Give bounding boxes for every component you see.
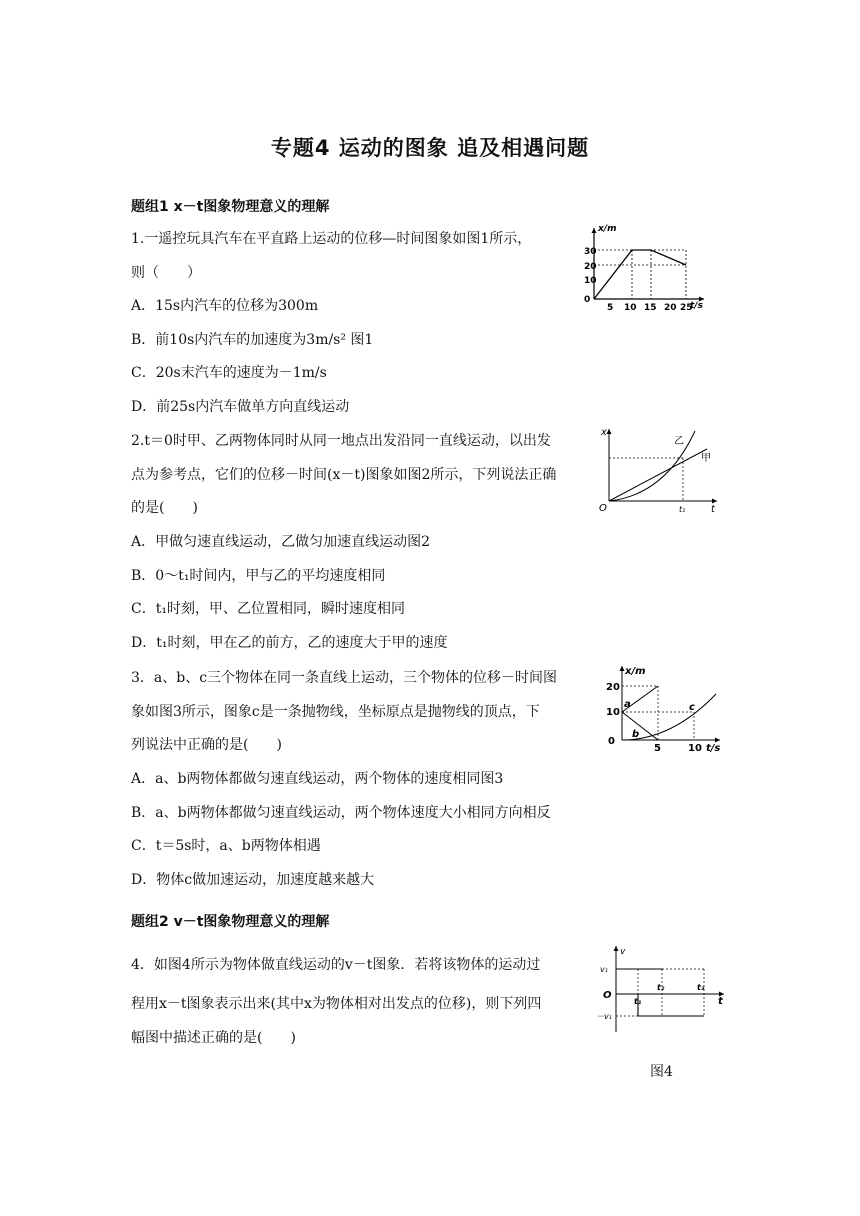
- fig1-tick-x-10: 10: [624, 303, 637, 313]
- fig4-t2-label: t₂: [657, 983, 665, 992]
- fig1-tick-x-25: 25: [680, 303, 693, 313]
- fig1-tick-x-15: 15: [644, 303, 657, 313]
- q3-option-d: D．物体c做加速运动，加速度越来越大: [131, 872, 375, 888]
- figure-3-xt-graph: [602, 662, 726, 754]
- q2-option-d: D．t₁时刻，甲在乙的前方，乙的速度大于甲的速度: [131, 635, 448, 651]
- fig3-y-axis-label: x/m: [625, 666, 646, 677]
- q3-option-b: B．a、b两物体都做匀速直线运动，两个物体速度大小相同方向相反: [131, 805, 551, 821]
- q3-stem-line-1: 3．a、b、c三个物体在同一条直线上运动，三个物体的位移－时间图: [131, 670, 558, 686]
- fig2-origin-label: O: [599, 503, 607, 514]
- fig4-origin-label: O: [603, 990, 612, 1001]
- fig1-tick-y-20: 20: [584, 262, 597, 272]
- fig1-tick-x-20: 20: [664, 303, 677, 313]
- q3-stem-line-3: 列说法中正确的是( ): [131, 737, 282, 753]
- fig3-label-b: b: [632, 729, 640, 740]
- q1-option-a: A．15s内汽车的位移为300m: [131, 298, 319, 314]
- fig1-tick-x-5: 5: [607, 303, 614, 313]
- fig4-x-axis-label: t: [718, 996, 723, 1007]
- q1-stem-line-2: 则（ ）: [131, 265, 201, 281]
- fig3-label-a: a: [624, 699, 631, 710]
- fig1-tick-y-30: 30: [584, 247, 597, 257]
- q4-stem-line-1: 4．如图4所示为物体做直线运动的v－t图象．若将该物体的运动过: [131, 957, 541, 973]
- fig1-y-axis-label: x/m: [598, 224, 617, 234]
- q2-stem-line-1: 2.t＝0时甲、乙两物体同时从同一地点出发沿同一直线运动，以出发: [131, 433, 551, 449]
- fig2-x-axis-label: t: [711, 504, 715, 515]
- section-heading-1: 题组1 x－t图象物理意义的理解: [131, 199, 330, 215]
- fig3-tick-x-0: 0: [608, 736, 615, 747]
- figure-4-caption: 图4: [650, 1064, 673, 1080]
- q2-stem-line-3: 的是( ): [131, 500, 198, 516]
- fig3-tick-x-10: 10: [688, 743, 702, 754]
- fig4-y-axis-label: v: [620, 947, 626, 957]
- fig1-tick-y-10: 10: [584, 276, 597, 286]
- fig1-x-axis-label: t/s: [690, 301, 703, 311]
- fig2-t1-label: t₁: [679, 505, 686, 514]
- q3-option-a: A．a、b两物体都做匀速直线运动，两个物体的速度相同图3: [131, 771, 504, 787]
- q4-stem-line-2: 程用x－t图象表示出来(其中x为物体相对出发点的位移)，则下列四: [131, 996, 542, 1012]
- figure-2-xt-graph: [595, 423, 725, 515]
- fig4-v1-label: v₁: [600, 965, 608, 974]
- fig3-label-c: c: [689, 702, 695, 713]
- q1-option-c: C．20s末汽车的速度为－1m/s: [131, 365, 327, 381]
- figure-4-vt-graph: [596, 942, 728, 1036]
- fig2-y-axis-label: x: [601, 427, 607, 438]
- page-title: 专题4 运动的图象 追及相遇问题: [270, 136, 590, 160]
- fig3-tick-y-10: 10: [606, 707, 620, 718]
- fig2-series-jia-label: 甲: [701, 453, 711, 464]
- q3-stem-line-2: 象如图3所示，图象c是一条抛物线，坐标原点是抛物线的顶点，下: [131, 704, 540, 720]
- fig1-tick-x-0: 0: [584, 295, 591, 305]
- figure-1-xt-graph: [584, 222, 710, 313]
- q1-option-d: D．前25s内汽车做单方向直线运动: [131, 399, 350, 415]
- section-heading-2: 题组2 v－t图象物理意义的理解: [131, 914, 330, 930]
- q2-stem-line-2: 点为参考点，它们的位移－时间(x－t)图象如图2所示，下列说法正确: [131, 467, 557, 483]
- q2-option-c: C．t₁时刻，甲、乙位置相同，瞬时速度相同: [131, 601, 405, 617]
- fig3-x-axis-label: t/s: [706, 743, 721, 754]
- fig3-tick-y-20: 20: [606, 682, 620, 693]
- q3-option-c: C．t＝5s时，a、b两物体相遇: [131, 838, 321, 854]
- fig4-neg-v1-label: －v₁: [596, 1012, 612, 1021]
- q1-stem-line-1: 1.一遥控玩具汽车在平直路上运动的位移—时间图象如图1所示，: [131, 231, 532, 247]
- fig4-t1-label: t₁: [634, 997, 642, 1006]
- q4-stem-line-3: 幅图中描述正确的是( ): [131, 1030, 296, 1046]
- q2-option-a: A．甲做匀速直线运动，乙做匀加速直线运动图2: [131, 534, 431, 550]
- fig2-series-yi-label: 乙: [674, 436, 684, 447]
- fig3-tick-x-5: 5: [654, 743, 661, 754]
- q2-option-b: B．0～t₁时间内，甲与乙的平均速度相同: [131, 568, 386, 584]
- fig4-t3-label: t₃: [697, 983, 705, 992]
- q1-option-b: B．前10s内汽车的加速度为3m/s² 图1: [131, 332, 374, 348]
